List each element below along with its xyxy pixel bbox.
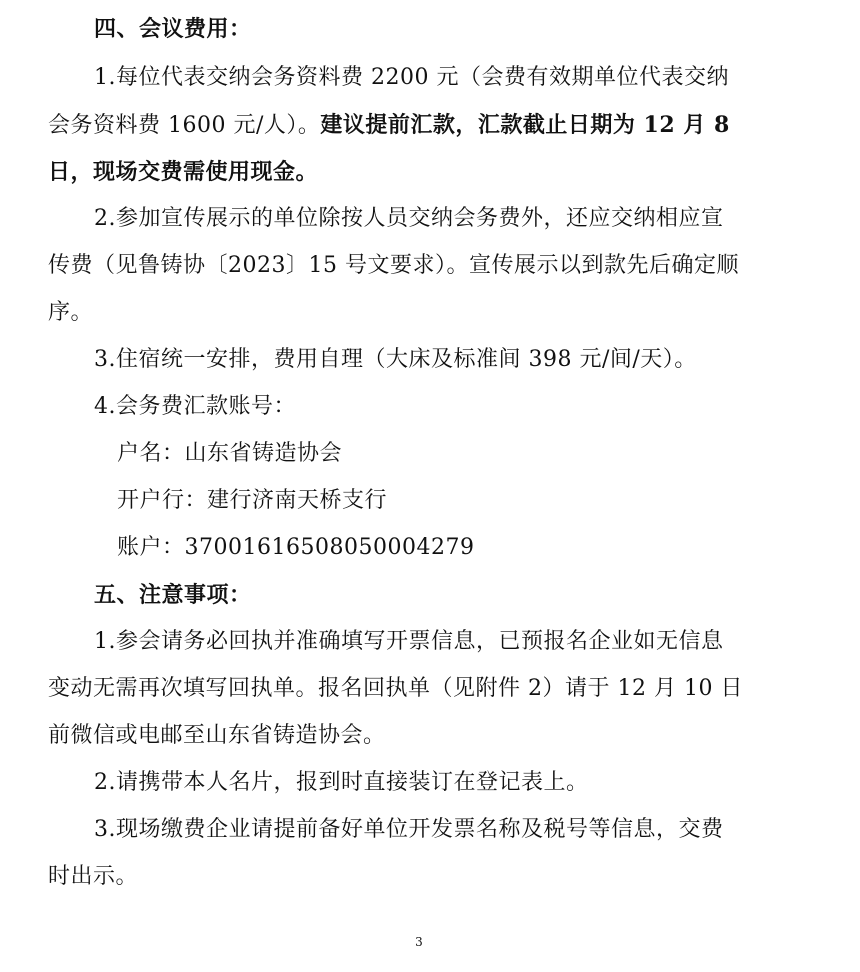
notice-item-1-line-1: 1.参会请务必回执并准确填写开票信息，已预报名企业如无信息 (94, 629, 724, 654)
fee-item-1-line-2 (48, 110, 730, 141)
fee-item-2-line-3: 序。 (48, 300, 94, 325)
account-name: 户名：山东省铸造协会 (117, 441, 343, 466)
fee-item-1-line-2-normal: 会务资料费 1600 元/人）。 (48, 113, 321, 138)
notice-item-1-line-3: 前微信或电邮至山东省铸造协会。 (48, 723, 386, 748)
fee-item-4-line-1: 4.会务费汇款账号： (94, 394, 296, 419)
notice-item-3-line-2: 时出示。 (48, 864, 139, 889)
fee-item-3-line-1: 3.住宿统一安排，费用自理（大床及标准间 398 元/间/天）。 (94, 347, 697, 372)
bank-name: 开户行：建行济南天桥支行 (117, 488, 388, 513)
fee-item-1-line-1: 1.每位代表交纳会务资料费 2200 元（会费有效期单位代表交纳 (94, 65, 729, 90)
section-4-heading: 四、会议费用： (94, 16, 252, 42)
notice-item-1-line-2: 变动无需再次填写回执单。报名回执单（见附件 2）请于 12 月 10 日 (48, 676, 743, 701)
section-5-heading: 五、注意事项： (94, 582, 252, 608)
fee-item-2-line-1: 2.参加宣传展示的单位除按人员交纳会务费外，还应交纳相应宣 (94, 206, 724, 231)
notice-item-2-line-1: 2.请携带本人名片，报到时直接装订在登记表上。 (94, 770, 589, 795)
page-number: 3 (415, 935, 423, 949)
fee-item-2-line-2: 传费（见鲁铸协〔2023〕15 号文要求）。宣传展示以到款先后确定顺 (48, 253, 739, 278)
fee-item-1-line-3: 日，现场交费需使用现金。 (48, 159, 319, 185)
fee-item-1-line-2-bold: 建议提前汇款，汇款截止日期为 12 月 8 (320, 112, 730, 138)
account-number: 账户：37001616508050004279 (117, 535, 475, 560)
notice-item-3-line-1: 3.现场缴费企业请提前备好单位开发票名称及税号等信息，交费 (94, 817, 724, 842)
